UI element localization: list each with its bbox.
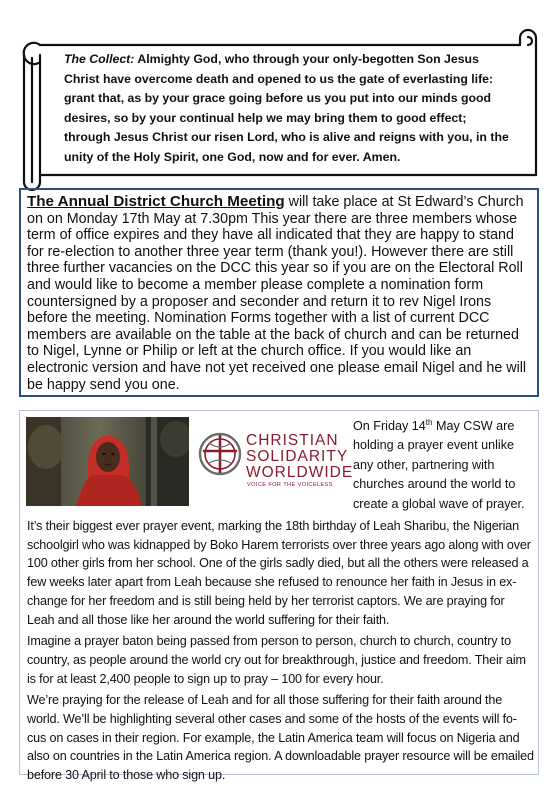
collect-prayer-text [64, 50, 514, 168]
csw-intro-text [353, 417, 535, 514]
dcc-body: will take place at St Edward’s Church on on Monday 17th May at 7.30pm This year there are three members whose term of office expires and they have all indicated that they are happy to stand for re-election to another three year term (thank you!). However there are still three further vacancies on the DCC this year so if you are on the Electoral Roll and would like to become a member please complete a nomination form countersigned by a proposer and seconder and return it to rev Nigel Irons before the meeting. Nomination Forms together with a list of current DCC members are available on the table at the back of church and can be returned to Nigel, Lynne or Philip or left at the church office. If you would like an electronic version and have not yet received one please email Nigel and he will be happy send you one. [27, 194, 527, 393]
logo-tagline: VOICE FOR THE VOICELESS [247, 482, 333, 488]
csw-paragraph: Imagine a prayer baton being passed from person to person, church to church, country to country, as people around the world cry out for breakthrough, justice and freedom. Their aim is for at least 2,400 people to sign up to pray – 100 for every hour. [27, 634, 526, 686]
csw-prayer-event-section [19, 410, 539, 783]
csw-paragraph: It’s their biggest ever prayer event, marking the 18th birthday of Leah Sharibu, the Nigerian schoolgirl who was kidnapped by Boko Harem terrorists over three years ago along with over 100 other girls from her school. One of the girls sadly died, but all the others were released a few weeks later apart from Leah because she refused to renounce her faith in Jesus in ex-change for her freedom and is still being held by her terrorist captors. We are praying for Leah and all those like her around the world suffering for their faith. [27, 519, 531, 627]
collect-body: Almighty God, who through your only-begotten Son Jesus Christ have overcome death and opened to us the gate of everlasting life: grant that, as by your grace going before us you put into our minds good desires, so by your continual help we may bring them to good effect; through Jesus Christ our risen Lord, who is alive and reigns with you, in the unity of the Holy Spirit, one God, now and for ever. Amen. [64, 52, 509, 164]
dcc-meeting-notice [19, 188, 539, 397]
csw-body-text [27, 517, 534, 788]
csw-paragraph: We’re praying for the release of Leah and for all those suffering for their faith around the world. We’ll be highlighting several other cases and some of the hosts of the events will fo-cus on cases in their region. For example, the Latin America team will focus on Nigeria and also on countries in the Latin America region. A downloadable prayer resource will be emailed before 30 April to those who sign up. [27, 693, 534, 783]
collect-scroll [0, 0, 559, 195]
csw-logo [197, 429, 354, 488]
intro-post: May CSW are holding a prayer event unlike any other, partnering with churches around the world to create a global wave of prayer. [353, 419, 525, 511]
intro-pre: On Friday 14 [353, 419, 426, 433]
intro-sup: th [425, 417, 433, 427]
globe-cross-icon [197, 431, 243, 477]
logo-word-christian: CHRISTIAN [246, 432, 339, 449]
logo-word-solidarity: SOLIDARITY [246, 448, 349, 465]
leah-photo [26, 417, 189, 506]
collect-title: The Collect: [64, 52, 135, 66]
dcc-heading: The Annual District Church Meeting [27, 193, 285, 210]
logo-word-worldwide: WORLDWIDE [246, 464, 354, 481]
